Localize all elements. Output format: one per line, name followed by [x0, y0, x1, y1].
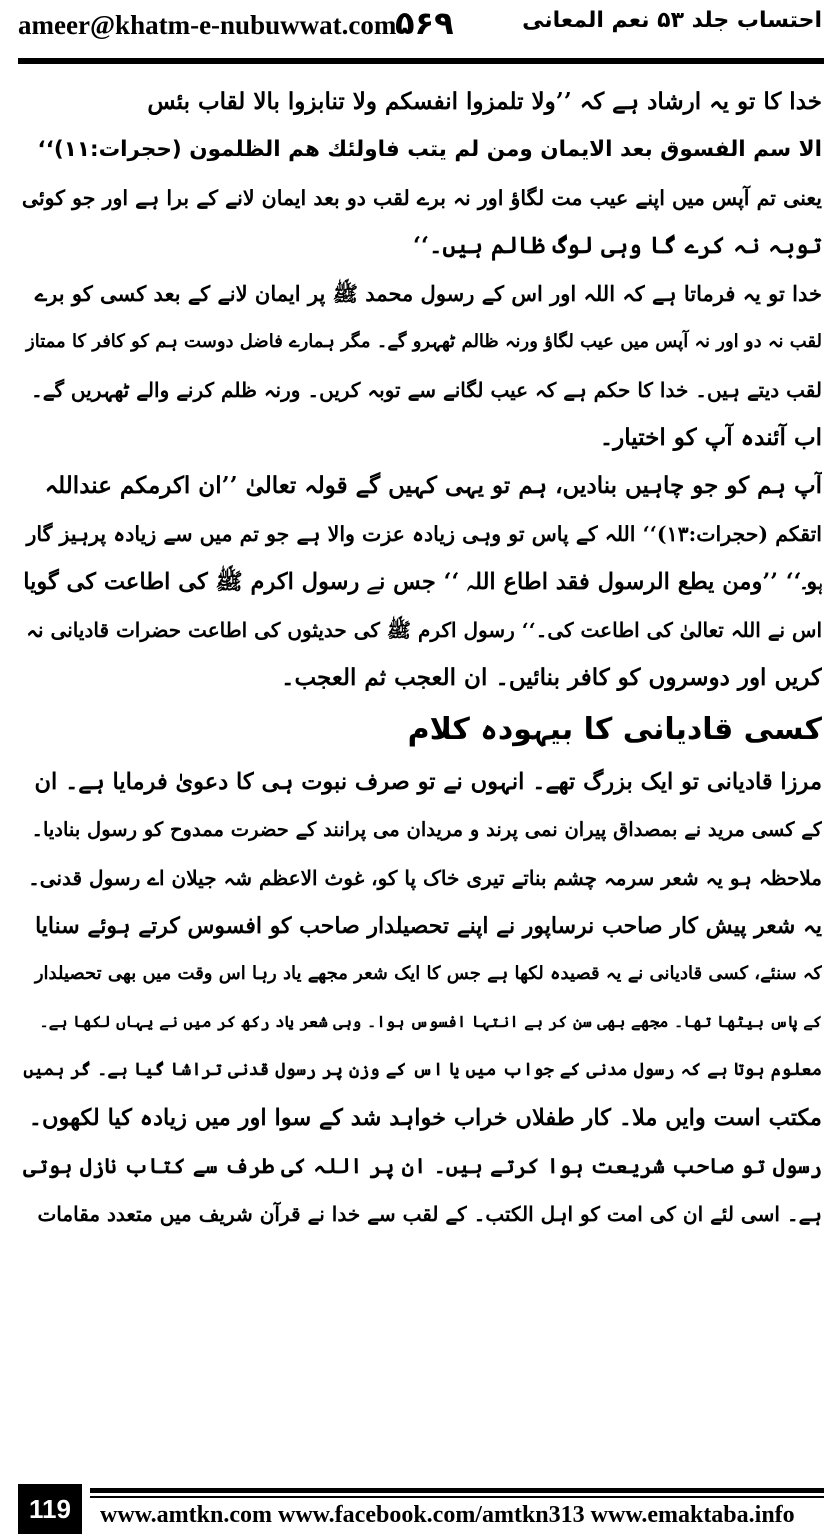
text-line: کہ سنئے، کسی قادیانی نے یہ قصیدہ لکھا ہے جس کا ایک شعر مجھے یاد رہا اس وقت میں بھی تحصیلدار [34, 963, 822, 984]
text-line: لقب دیتے ہیں۔ خدا کا حکم ہے کہ عیب لگانے سے توبہ کریں۔ ورنہ ظلم کرنے والے ٹھہریں گے۔ [31, 378, 822, 402]
footer-links: www.amtkn.com www.facebook.com/amtkn313 www.emaktaba.info [100, 1502, 795, 1528]
text-line: اتقکم (حجرات:۱۳)‘‘ اللہ کے پاس تو وہی زیادہ عزت والا ہے جو تم میں سے زیادہ پرہیز گار [26, 522, 822, 546]
text-line: یعنی تم آپس میں اپنے عیب مت لگاؤ اور نہ برے لقب دو بعد ایمان لانے کے برا ہے اور جو کوئی [21, 186, 822, 210]
section-heading: کسی قادیانی کا بیہودہ کلام [407, 712, 822, 747]
text-line: مکتب است وایں ملا۔ کار طفلاں خراب خواہد شد کے سوا اور میں زیادہ کیا لکھوں۔ [28, 1105, 822, 1131]
text-line: کے کسی مرید نے بمصداق پیران نمی پرند و مریدان می پرانند کے حضرت ممدوح کو رسول بنادیا۔ [31, 818, 822, 841]
text-line: کے پاس بیٹھا تھا۔ مجھے بھی سن کر بے انتہا افسوس ہوا۔ وہی شعر یاد رکھ کر میں نے یہاں لکھا ہے۔ [39, 1012, 822, 1031]
text-line: ملاحظہ ہو یہ شعر سرمہ چشم بناتے تیری خاک پا کو، غوث الاعظم شہ جیلان اے رسول قدنی۔ [28, 866, 822, 890]
text-line: خدا کا تو یہ ارشاد ہے کہ ’’ولا تلمزوا انفسکم ولا تنابزوا بالا لقاب بئس [147, 88, 822, 115]
footer-rule [90, 1488, 824, 1493]
text-line: اب آئندہ آپ کو اختیار۔ [599, 424, 822, 451]
text-line: آپ ہم کو جو چاہیں بنادیں، ہم تو یہی کہیں گے قولہ تعالیٰ ’’ان اکرمکم عنداللہ [44, 472, 822, 499]
body-text [20, 78, 822, 1238]
page-footer [18, 1484, 824, 1534]
header-book-title: احتساب جلد ۵۳ نعم المعانی [522, 8, 822, 33]
header-rule [18, 58, 824, 64]
text-line: الا سم الفسوق بعد الایمان ومن لم یتب فاولئك هم الظلمون (حجرات:۱۱)‘‘ [37, 137, 822, 162]
text-line: یہ شعر پیش کار صاحب نرساپور نے اپنے تحصیلدار صاحب کو افسوس کرتے ہوئے سنایا [35, 913, 822, 939]
text-line: توبہ نہ کرے گا وہی لوگ ظالم ہیں۔‘‘ [413, 232, 822, 259]
text-line: اس نے اللہ تعالیٰ کی اطاعت کی۔‘‘ رسول اکرم ﷺ کی حدیثوں کی اطاعت حضرات قادیانی نہ [26, 618, 822, 642]
text-line: خدا تو یہ فرماتا ہے کہ اللہ اور اس کے رسول محمد ﷺ پر ایمان لانے کے بعد کسی کو برے [34, 281, 822, 306]
header-page-number: ۵۶۹ [395, 4, 454, 42]
page-header [18, 0, 824, 70]
header-email: ameer@khatm-e-nubuwwat.com [18, 10, 397, 40]
text-line: ہو۔‘‘ ’’ومن یطع الرسول فقد اطاع اللہ ‘‘ جس نے رسول اکرم ﷺ کی اطاعت کی گویا [23, 569, 822, 595]
text-line: مرزا قادیانی تو ایک بزرگ تھے۔ انہوں نے تو صرف نبوت ہی کا دعویٰ فرمایا ہے۔ ان [34, 769, 822, 795]
footer-rule-thin [90, 1496, 824, 1498]
text-line: کریں اور دوسروں کو کافر بنائیں۔ ان العجب ثم العجب۔ [281, 664, 822, 691]
text-line: معلوم ہوتا ہے کہ رسول مدنی کے جواب میں یا اس کے وزن پر رسول قدنی تراشا گیا ہے۔ گر ہمیں [23, 1060, 822, 1080]
footer-page-number: 119 [18, 1484, 82, 1534]
text-line: ہے۔ اسی لئے ان کی امت کو اہل الکتب۔ کے لقب سے خدا نے قرآن شریف میں متعدد مقامات [37, 1202, 822, 1226]
text-line: لقب نہ دو اور نہ آپس میں عیب لگاؤ ورنہ ظالم ٹھہرو گے۔ مگر ہمارے فاضل دوست ہم کو کافر کا ممتاز [26, 331, 822, 352]
text-line: رسول تو صاحب شریعت ہوا کرتے ہیں۔ ان پر اللہ کی طرف سے کتاب نازل ہوتی [23, 1153, 822, 1178]
